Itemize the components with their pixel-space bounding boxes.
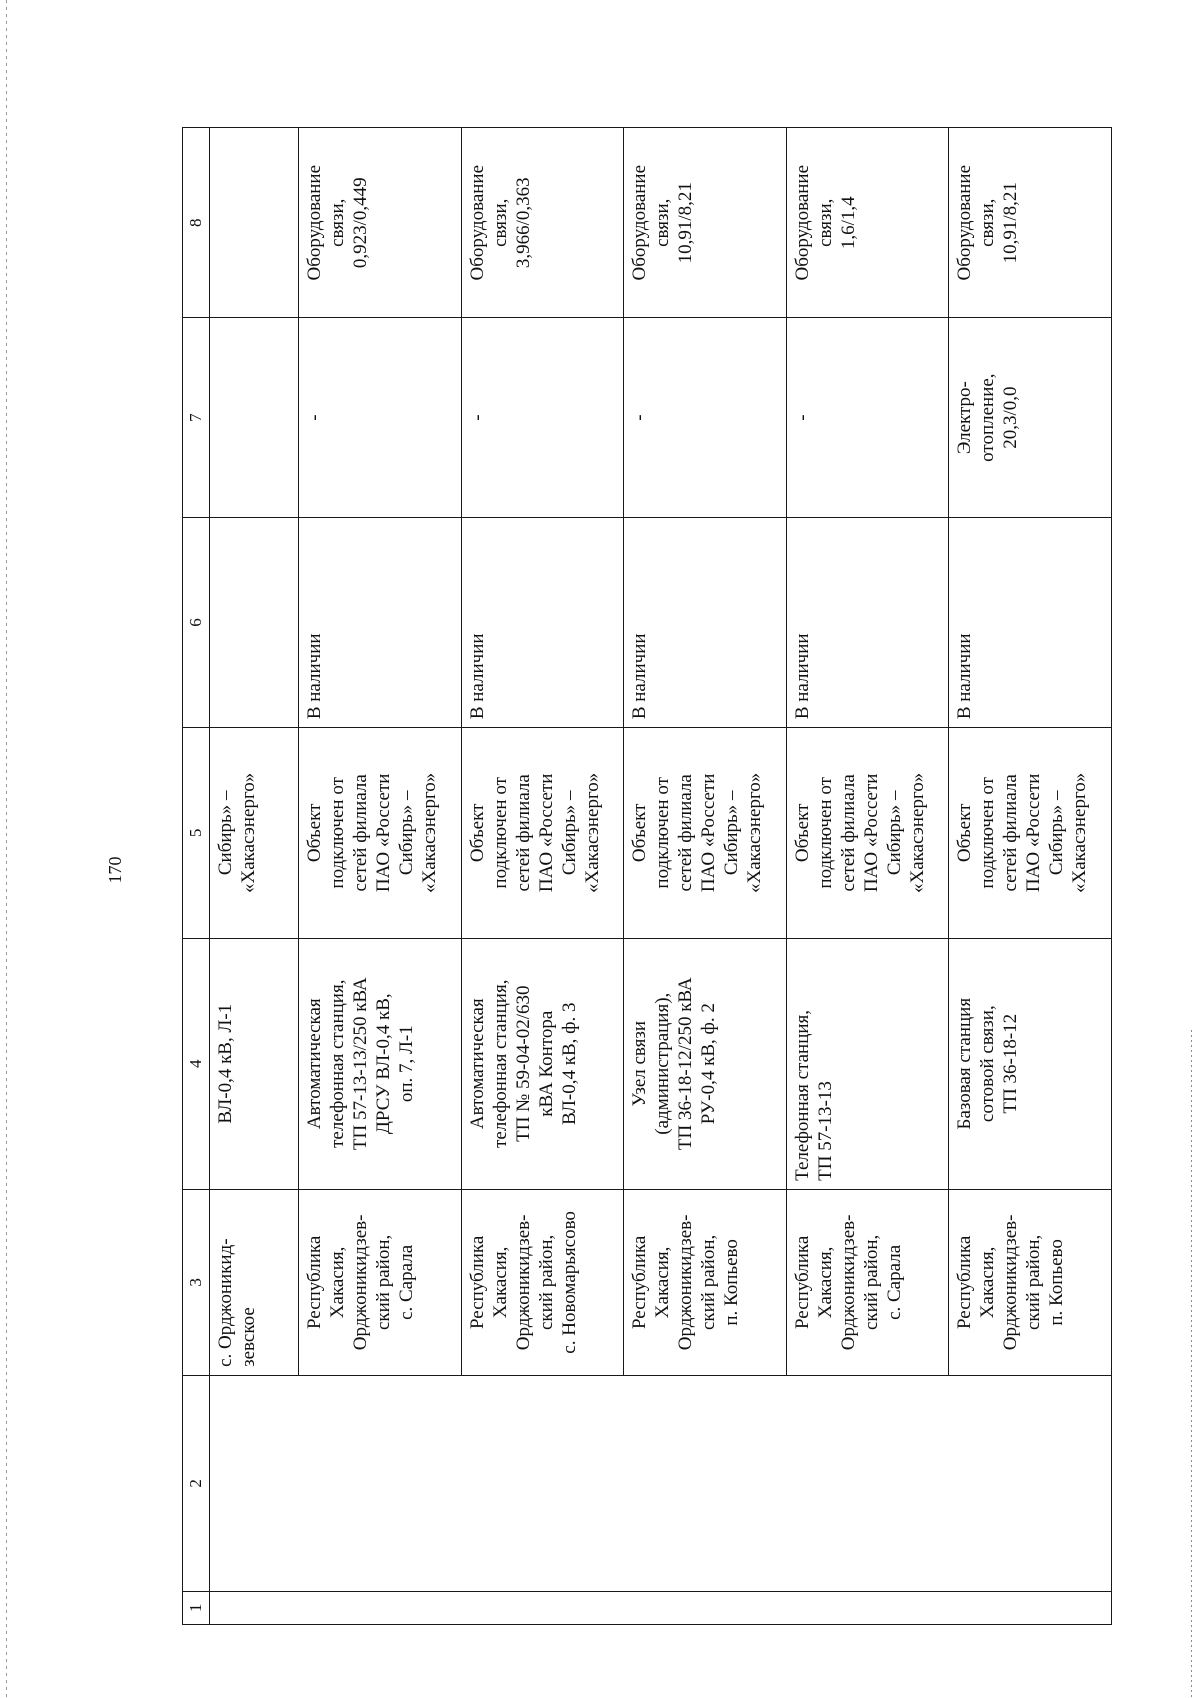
- scan-edge-right: [1191, 1030, 1192, 1698]
- cell-text: Республика Хакасия, Орджоникидзев- ский район, с. Сарала: [304, 1214, 417, 1351]
- cell-text: Оборудование связи, 0,923/0,449: [304, 164, 371, 281]
- cell-text: -: [629, 414, 651, 421]
- header-col-6: 6: [183, 517, 210, 727]
- cell-text: Объект подключен от сетей филиала ПАО «Россети Сибирь» – «Хакасэнерго»: [954, 772, 1091, 893]
- table-cell-col2: [210, 1375, 1112, 1591]
- table-cell-col6: [786, 517, 949, 727]
- table-cell-col8: [786, 128, 949, 318]
- header-col-7: 7: [183, 318, 210, 517]
- table-cell-col7: [624, 318, 787, 517]
- cell-text: Оборудование связи, 10,91/8,21: [629, 164, 697, 281]
- cell-text: Республика Хакасия, Орджоникидзев- ский район, п. Копьево: [629, 1214, 743, 1351]
- table-cell-col3: [210, 1189, 299, 1375]
- table-cell-col5: [786, 728, 949, 938]
- table-cell-col4: [949, 938, 1112, 1189]
- cell-text: Электро- отопление, 20,3/0,0: [954, 373, 1022, 462]
- table-cell-col3: [299, 1189, 462, 1375]
- table-cell-col4: [461, 938, 624, 1189]
- table-cell-col6: [210, 517, 299, 727]
- cell-text: Базовая станция сотовой связи, ТП 36-18-12: [954, 997, 1022, 1130]
- cell-text: Сибирь» – «Хакасэнерго»: [215, 772, 259, 893]
- cell-text: В наличии: [304, 633, 325, 720]
- cell-text: Автоматическая телефонная станция, ТП № 59-04-02/630 кВА Контора ВЛ-0,4 кВ, ф. 3: [466, 979, 580, 1148]
- cell-text: Республика Хакасия, Орджоникидзев- ский район, с. Сарала: [791, 1214, 905, 1351]
- cell-text: ВЛ-0,4 кВ, Л-1: [215, 1003, 236, 1124]
- table-cell-col7: [210, 318, 299, 517]
- table-cell-col5: [624, 728, 787, 938]
- table-cell-col8: [461, 128, 624, 318]
- cell-text: Автоматическая телефонная станция, ТП 57-13-13/250 кВА ДРСУ ВЛ-0,4 кВ, оп. 7, Л-1: [304, 977, 417, 1151]
- header-col-3: 3: [183, 1189, 210, 1375]
- table-cell-col8: [949, 128, 1112, 318]
- cell-text: Оборудование связи, 3,966/0,363: [466, 164, 534, 281]
- data-table: [182, 127, 1112, 1625]
- cell-text: Республика Хакасия, Орджоникидзев- ский район, п. Копьево: [954, 1214, 1068, 1351]
- table-cell-col3: [461, 1189, 624, 1375]
- table-cell-col5: [949, 728, 1112, 938]
- table-cell-col1: [210, 1591, 1112, 1624]
- table-cell-col3: [624, 1189, 787, 1375]
- page-number: 170: [105, 856, 125, 884]
- cell-text: Республика Хакасия, Орджоникидзев- ский район, с. Новомарьясово: [466, 1211, 580, 1354]
- table-cell-col7: [461, 318, 624, 517]
- table-cell-col5: [210, 728, 299, 938]
- header-col-5: 5: [183, 728, 210, 938]
- cell-text: Объект подключен от сетей филиала ПАО «Россети Сибирь» – «Хакасэнерго»: [791, 772, 928, 893]
- table-cell-col6: [461, 517, 624, 727]
- cell-text: -: [304, 414, 325, 421]
- table-cell-col4: [299, 938, 462, 1189]
- table-cell-col3: [949, 1189, 1112, 1375]
- cell-text: В наличии: [791, 633, 813, 720]
- header-row: [183, 128, 210, 1625]
- table-cell-col7: [786, 318, 949, 517]
- cell-text: В наличии: [954, 633, 976, 720]
- cell-text: Объект подключен от сетей филиала ПАО «Россети Сибирь» – «Хакасэнерго»: [466, 772, 603, 893]
- header-col-4: 4: [183, 938, 210, 1189]
- cell-text: -: [791, 414, 813, 421]
- table-cell-col6: [624, 517, 787, 727]
- table-cell-col8: [210, 128, 299, 318]
- header-col-2: 2: [183, 1375, 210, 1591]
- table-cell-col5: [299, 728, 462, 938]
- cell-text: В наличии: [629, 633, 651, 720]
- table-row-continuation: [210, 128, 299, 1625]
- header-col-1: 1: [183, 1591, 210, 1624]
- table-cell-col3: [786, 1189, 949, 1375]
- table-cell-col6: [299, 517, 462, 727]
- cell-text: Телефонная станция, ТП 57-13-13: [791, 1009, 836, 1181]
- cell-text: с. Орджоникид- зевское: [215, 1238, 259, 1367]
- table-cell-col7: [949, 318, 1112, 517]
- cell-text: -: [466, 414, 488, 421]
- table-cell-col7: [299, 318, 462, 517]
- cell-text: Узел связи (администрация), ТП 36-18-12/250 кВА РУ-0,4 кВ, ф. 2: [629, 977, 720, 1151]
- cell-text: Объект подключен от сетей филиала ПАО «Россети Сибирь» – «Хакасэнерго»: [629, 772, 766, 893]
- cell-text: Объект подключен от сетей филиала ПАО «Россети Сибирь» – «Хакасэнерго»: [304, 772, 440, 893]
- cell-text: В наличии: [466, 633, 488, 720]
- header-col-8: 8: [183, 128, 210, 318]
- table-cell-col4: [786, 938, 949, 1189]
- scan-edge-left: [6, 0, 7, 1698]
- table-cell-col5: [461, 728, 624, 938]
- table-cell-col4: [210, 938, 299, 1189]
- table-cell-col8: [624, 128, 787, 318]
- cell-text: Оборудование связи, 1,6/1,4: [791, 164, 859, 281]
- table-cell-col6: [949, 517, 1112, 727]
- table-cell-col4: [624, 938, 787, 1189]
- cell-text: Оборудование связи, 10,91/8,21: [954, 164, 1022, 281]
- rotated-table-container: [182, 127, 1112, 1625]
- table-cell-col8: [299, 128, 462, 318]
